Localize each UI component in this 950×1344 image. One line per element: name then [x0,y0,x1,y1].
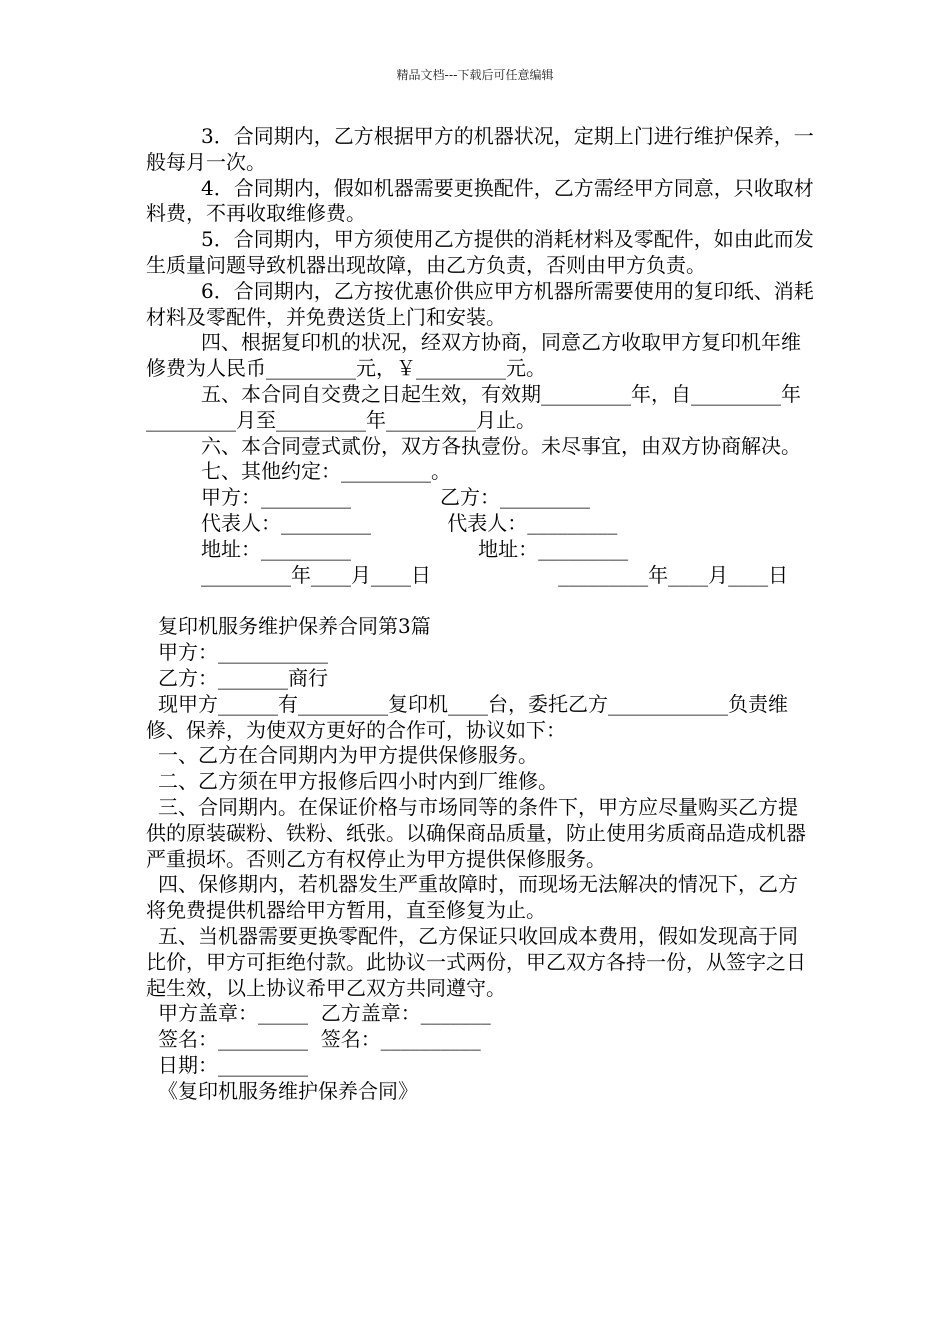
agreement-clause-1: 一、乙方在合同期内为甲方提供保修服务。 [158,743,538,768]
contract-document [146,124,816,1104]
section-title: 复印机服务维护保养合同第3篇 [158,614,431,639]
signature-parties: 甲方：_________ 乙方：_________ [201,485,591,510]
document-closing-title: 《复印机服务维护保养合同》 [158,1078,418,1103]
party-a: 甲方：___________ [158,640,328,665]
sign-line: 签名：_________ 签名：__________ [158,1027,481,1052]
clause-copies: 六、本合同壹式贰份，双方各执壹份。未尽事宜，由双方协商解决。 [201,433,801,458]
clause-5: 5．合同期内，甲方须使用乙方提供的消耗材料及零配件，如由此而发生质量问题导致机器出现故障，由乙方负责，否则由甲方负责。 [146,227,814,277]
stamp-line: 甲方盖章：_____ 乙方盖章：_______ [158,1001,491,1026]
page-header: 精品文档---下载后可任意编辑 [396,68,554,82]
signature-addresses: 地址：_________ 地址：_________ [201,536,629,561]
date-line: 日期：_________ [158,1052,308,1077]
clause-3: 3．合同期内，乙方根据甲方的机器状况，定期上门进行维护保养，一般每月一次。 [146,124,814,174]
signature-representatives: 代表人：_________ 代表人：_________ [201,510,618,535]
agreement-clause-5: 五、当机器需要更换零配件，乙方保证只收回成本费用，假如发现高于同比价，甲方可拒绝付款。此协议一式两份，甲乙双方各持一份，从签字之日起生效，以上协议希甲乙双方共同遵守。 [146,923,806,1000]
party-b: 乙方：_______商行 [158,665,328,690]
agreement-clause-3: 三、合同期内。在保证价格与市场同等的条件下，甲方应尽量购买乙方提供的原装碳粉、铁粉、纸张。以确保商品质量，防止使用劣质商品造成机器严重损坏。否则乙方有权停止为甲方提供保修服务。 [146,794,806,871]
clause-6: 6．合同期内，乙方按优惠价供应甲方机器所需要使用的复印纸、消耗材料及零配件，并免费送货上门和安装。 [146,278,814,329]
clause-validity: 五、本合同自交费之日起生效，有效期_________年，自_________年_________月至_________年_________月止。 [146,381,801,432]
clause-fee: 四、根据复印机的状况，经双方协商，同意乙方收取甲方复印机年维修费为人民币_________元，￥_________元。 [146,330,801,381]
agreement-intro: 现甲方______有_________复印机____台，委托乙方____________负责维修、保养，为使双方更好的合作可，协议如下： [146,691,788,742]
signature-dates: _________年____月____日 _________年____月____日 [201,562,789,587]
clause-other: 七、其他约定：_________。 [201,459,451,484]
agreement-clause-2: 二、乙方须在甲方报修后四小时内到厂维修。 [158,769,558,794]
clause-4: 4．合同期内，假如机器需要更换配件，乙方需经甲方同意，只收取材料费，不再收取维修费。 [146,175,814,226]
agreement-clause-4: 四、保修期内，若机器发生严重故障时，而现场无法解决的情况下，乙方将免费提供机器给甲方暂用，直至修复为止。 [146,872,798,923]
